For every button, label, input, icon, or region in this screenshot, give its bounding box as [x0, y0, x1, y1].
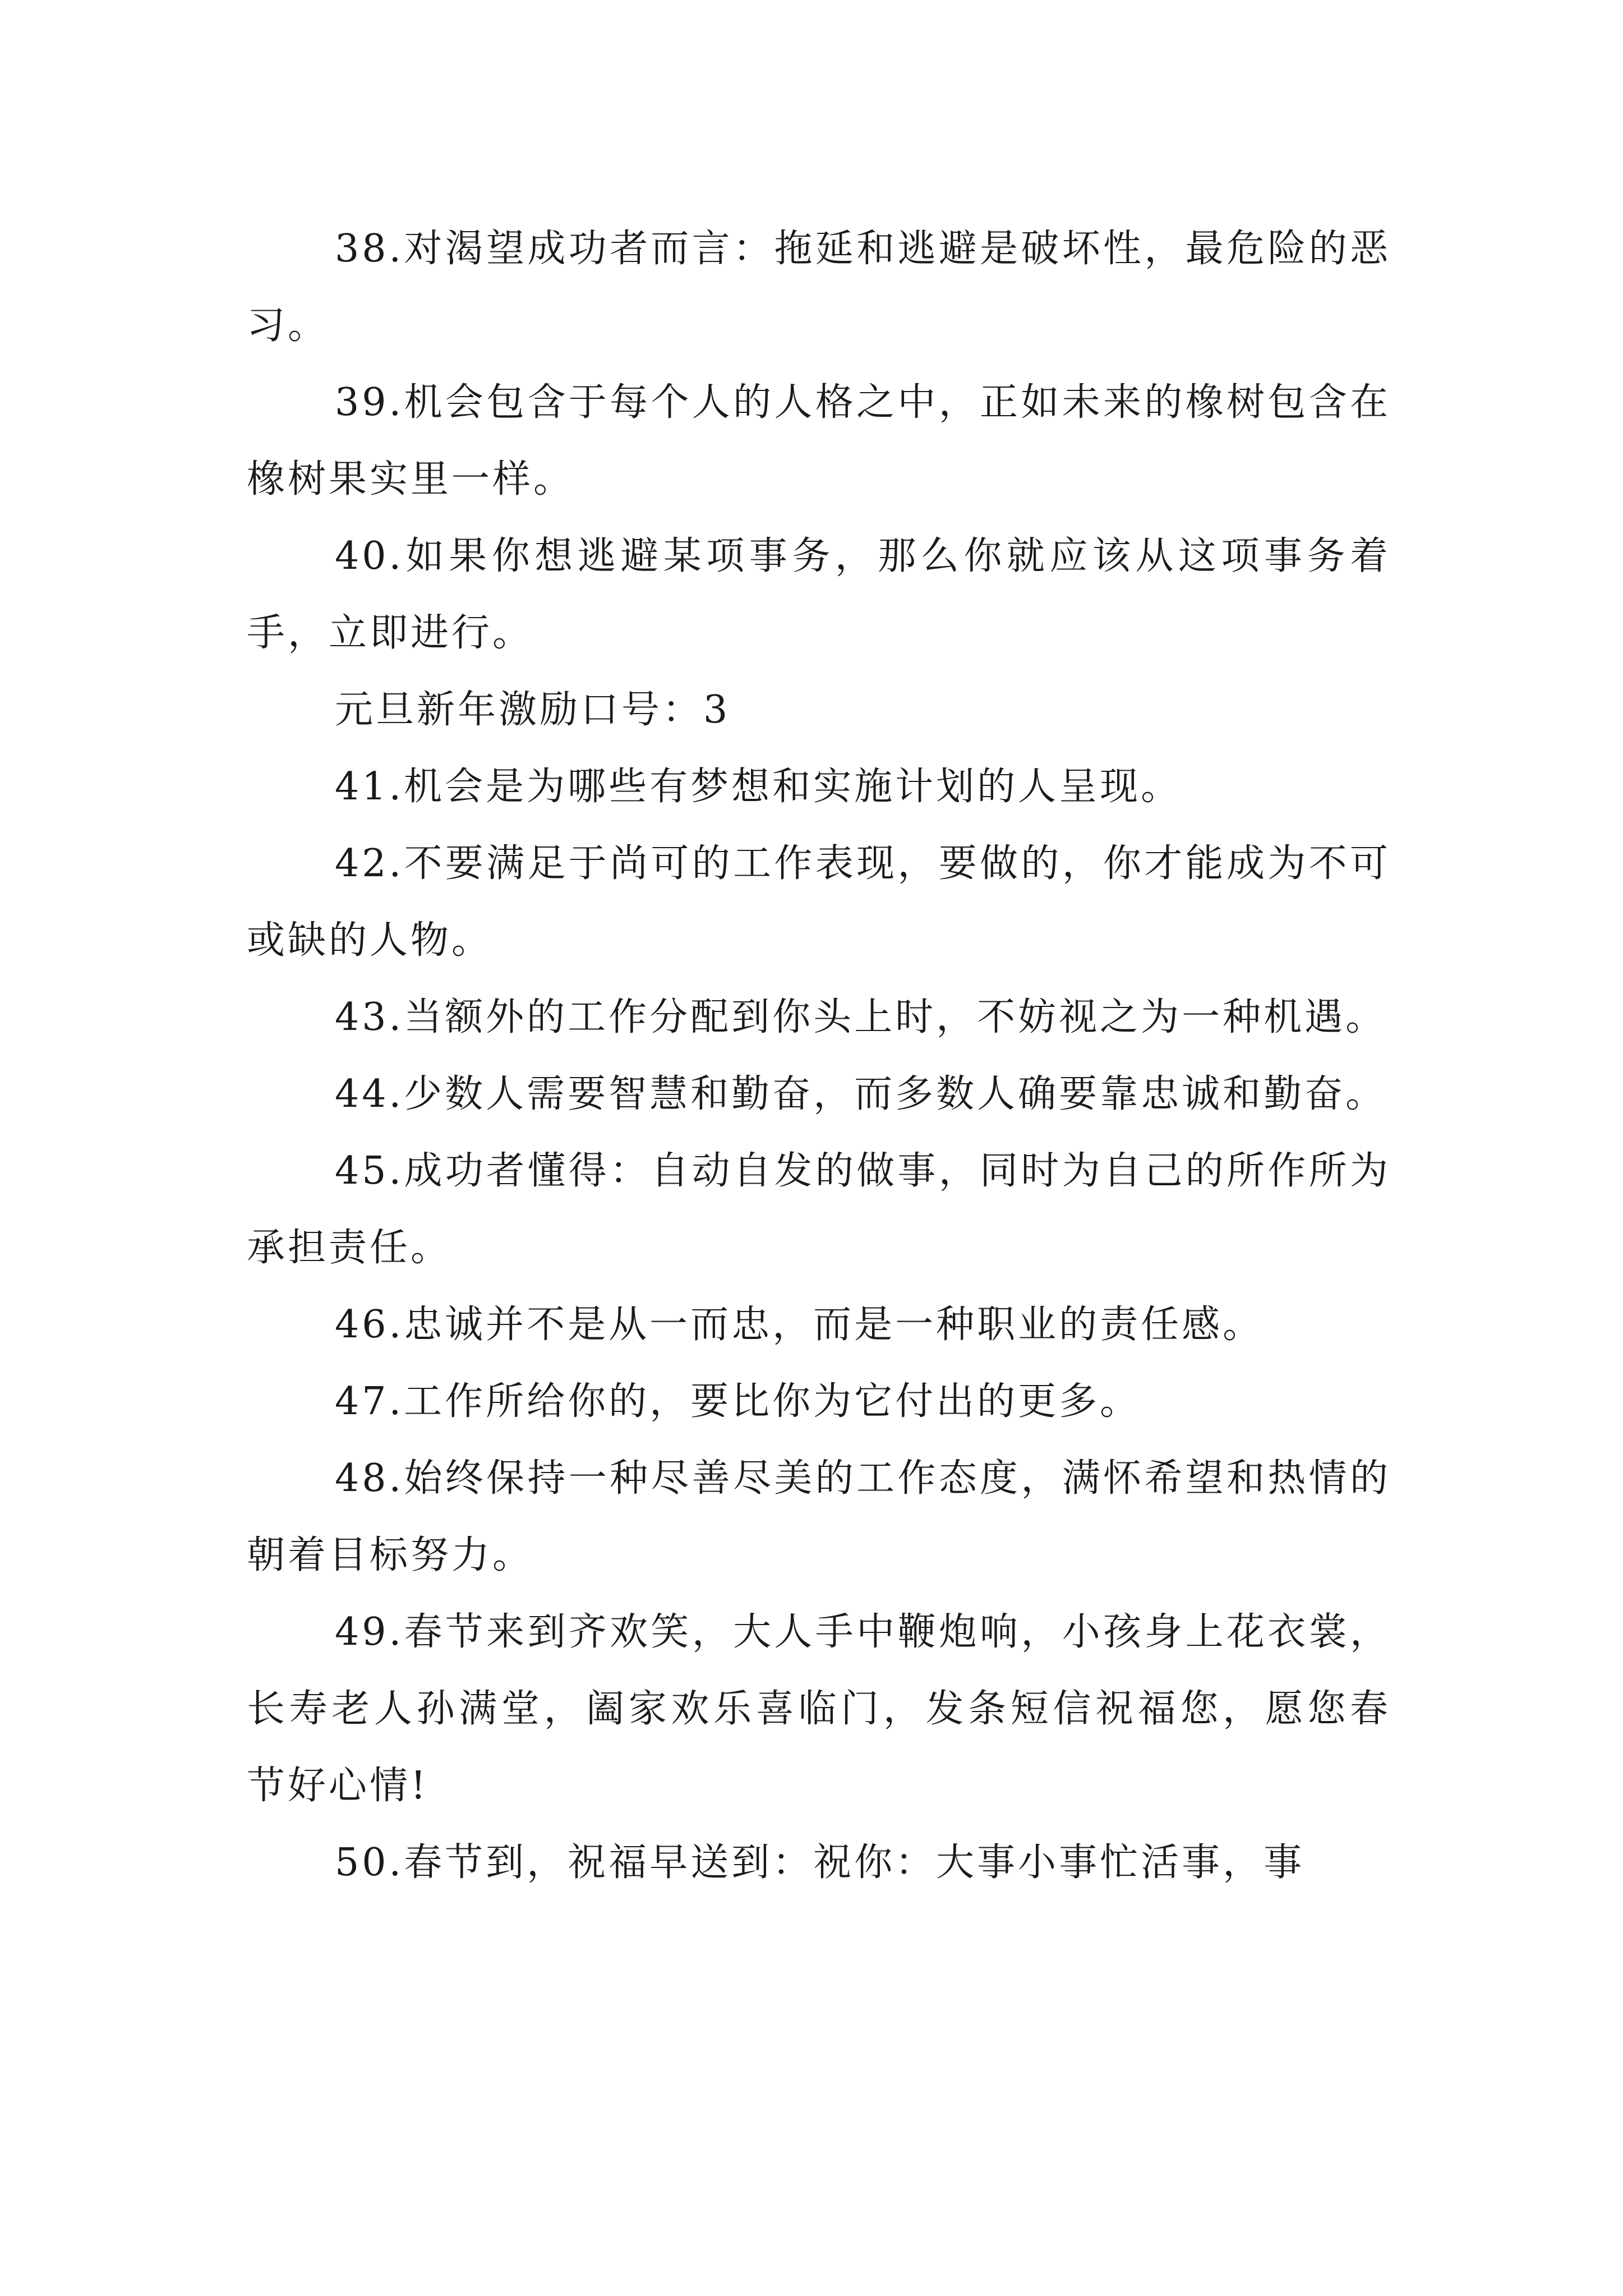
- paragraph-46: 46.忠诚并不是从一而忠，而是一种职业的责任感。: [335, 1303, 1264, 1347]
- paragraph-44: 44.少数人需要智慧和勤奋，而多数人确要靠忠诚和勤奋。: [335, 1072, 1387, 1116]
- paragraph-43: 43.当额外的工作分配到你头上时，不妨视之为一种机遇。: [335, 995, 1387, 1039]
- document-body: [247, 210, 1391, 1901]
- paragraph-50: 50.春节到，祝福早送到：祝你：大事小事忙活事，事: [335, 1841, 1305, 1885]
- paragraph-49: 49.春节来到齐欢笑，大人手中鞭炮响，小孩身上花衣裳，长寿老人孙满堂，阖家欢乐喜临门，发条短信祝福您，愿您春节好心情!: [247, 1610, 1391, 1808]
- paragraph-41: 41.机会是为哪些有梦想和实施计划的人呈现。: [335, 765, 1182, 809]
- paragraph-47: 47.工作所给你的，要比你为它付出的更多。: [335, 1379, 1141, 1424]
- paragraph-40: 40.如果你想逃避某项事务，那么你就应该从这项事务着手，立即进行。: [247, 534, 1391, 655]
- section-heading: 元旦新年激励口号：3: [335, 688, 731, 732]
- paragraph-42: 42.不要满足于尚可的工作表现，要做的，你才能成为不可或缺的人物。: [247, 841, 1391, 963]
- paragraph-48: 48.始终保持一种尽善尽美的工作态度，满怀希望和热情的朝着目标努力。: [247, 1456, 1391, 1577]
- paragraph-39: 39.机会包含于每个人的人格之中，正如未来的橡树包含在橡树果实里一样。: [247, 380, 1391, 501]
- paragraph-38: 38.对渴望成功者而言：拖延和逃避是破坏性，最危险的恶习。: [247, 227, 1391, 348]
- paragraph-45: 45.成功者懂得：自动自发的做事，同时为自己的所作所为承担责任。: [247, 1149, 1391, 1270]
